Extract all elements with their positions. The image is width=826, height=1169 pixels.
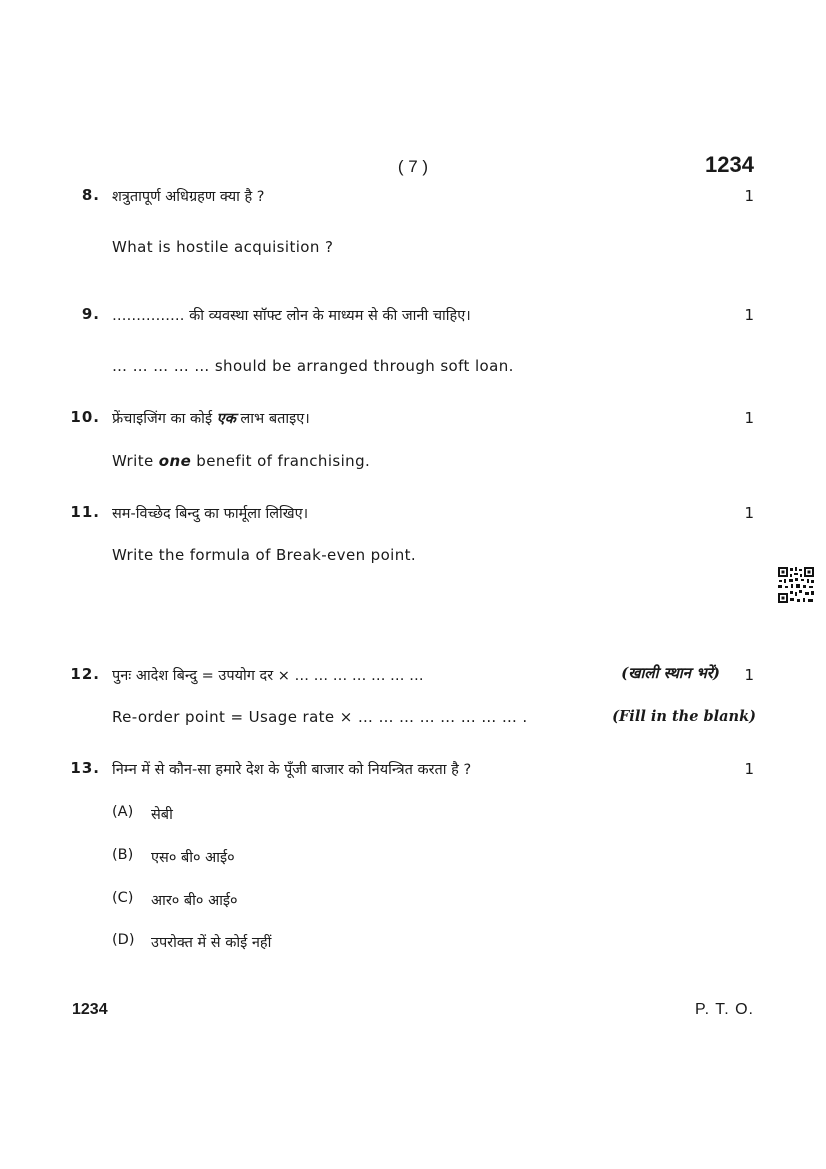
page-number: ( 7 )	[397, 157, 429, 176]
question-hindi: …………… की व्यवस्था सॉफ्ट लोन के माध्यम से की जानी चाहिए।	[112, 308, 471, 324]
option-text: एस० बी० आई०	[151, 850, 235, 866]
option-label: (B)	[112, 847, 134, 863]
paper-code-top: 1234	[705, 152, 754, 177]
option-text: सेबी	[151, 807, 173, 823]
option-label: (D)	[112, 932, 135, 948]
option-label: (C)	[112, 890, 134, 906]
question-hindi-text: लाभ बताइए।	[235, 411, 310, 427]
question-marks: 1	[744, 504, 754, 522]
question-number: 11.	[70, 503, 100, 521]
question-hindi: सम-विच्छेद बिन्दु का फार्मूला लिखिए।	[112, 506, 309, 522]
emphasis-text: one	[158, 452, 192, 470]
question-english	[112, 452, 370, 470]
question-hindi-text: फ्रेंचाइजिंग का कोई	[112, 411, 217, 427]
fill-blank-note-hindi: (खाली स्थान भरें)	[621, 664, 720, 682]
question-english: Re-order point = Usage rate × … … … … … … … … .	[112, 708, 528, 726]
emphasis-text: एक	[216, 411, 236, 427]
question-number: 9.	[81, 305, 100, 323]
question-hindi: पुनः आदेश बिन्दु = उपयोग दर × … … … … … … …	[112, 668, 424, 684]
question-hindi	[112, 408, 310, 428]
pto-label: P. T. O.	[695, 1001, 754, 1018]
question-marks: 1	[744, 409, 754, 427]
qr-code-icon	[777, 566, 815, 604]
question-hindi: शत्रुतापूर्ण अधिग्रहण क्या है ?	[112, 189, 265, 205]
paper-code-footer: 1234	[72, 1001, 108, 1018]
question-marks: 1	[744, 187, 754, 205]
option-text: आर० बी० आई०	[151, 893, 238, 909]
question-number: 10.	[70, 408, 100, 426]
question-number: 8.	[81, 186, 100, 204]
question-hindi: निम्न में से कौन-सा हमारे देश के पूँजी बाजार को नियन्त्रित करता है ?	[112, 762, 472, 778]
question-marks: 1	[744, 666, 754, 684]
question-number: 13.	[70, 759, 100, 777]
question-english: … … … … … should be arranged through soft loan.	[112, 357, 514, 375]
question-marks: 1	[744, 760, 754, 778]
question-english: Write the formula of Break-even point.	[112, 546, 417, 564]
question-english-text: benefit of franchising.	[191, 452, 371, 470]
option-label: (A)	[112, 804, 134, 820]
option-text: उपरोक्त में से कोई नहीं	[151, 935, 272, 951]
question-english: What is hostile acquisition ?	[112, 238, 334, 256]
question-number: 12.	[70, 665, 100, 683]
question-english-text: Write	[112, 452, 159, 470]
question-marks: 1	[744, 306, 754, 324]
fill-blank-note-english: (Fill in the blank)	[612, 708, 756, 725]
